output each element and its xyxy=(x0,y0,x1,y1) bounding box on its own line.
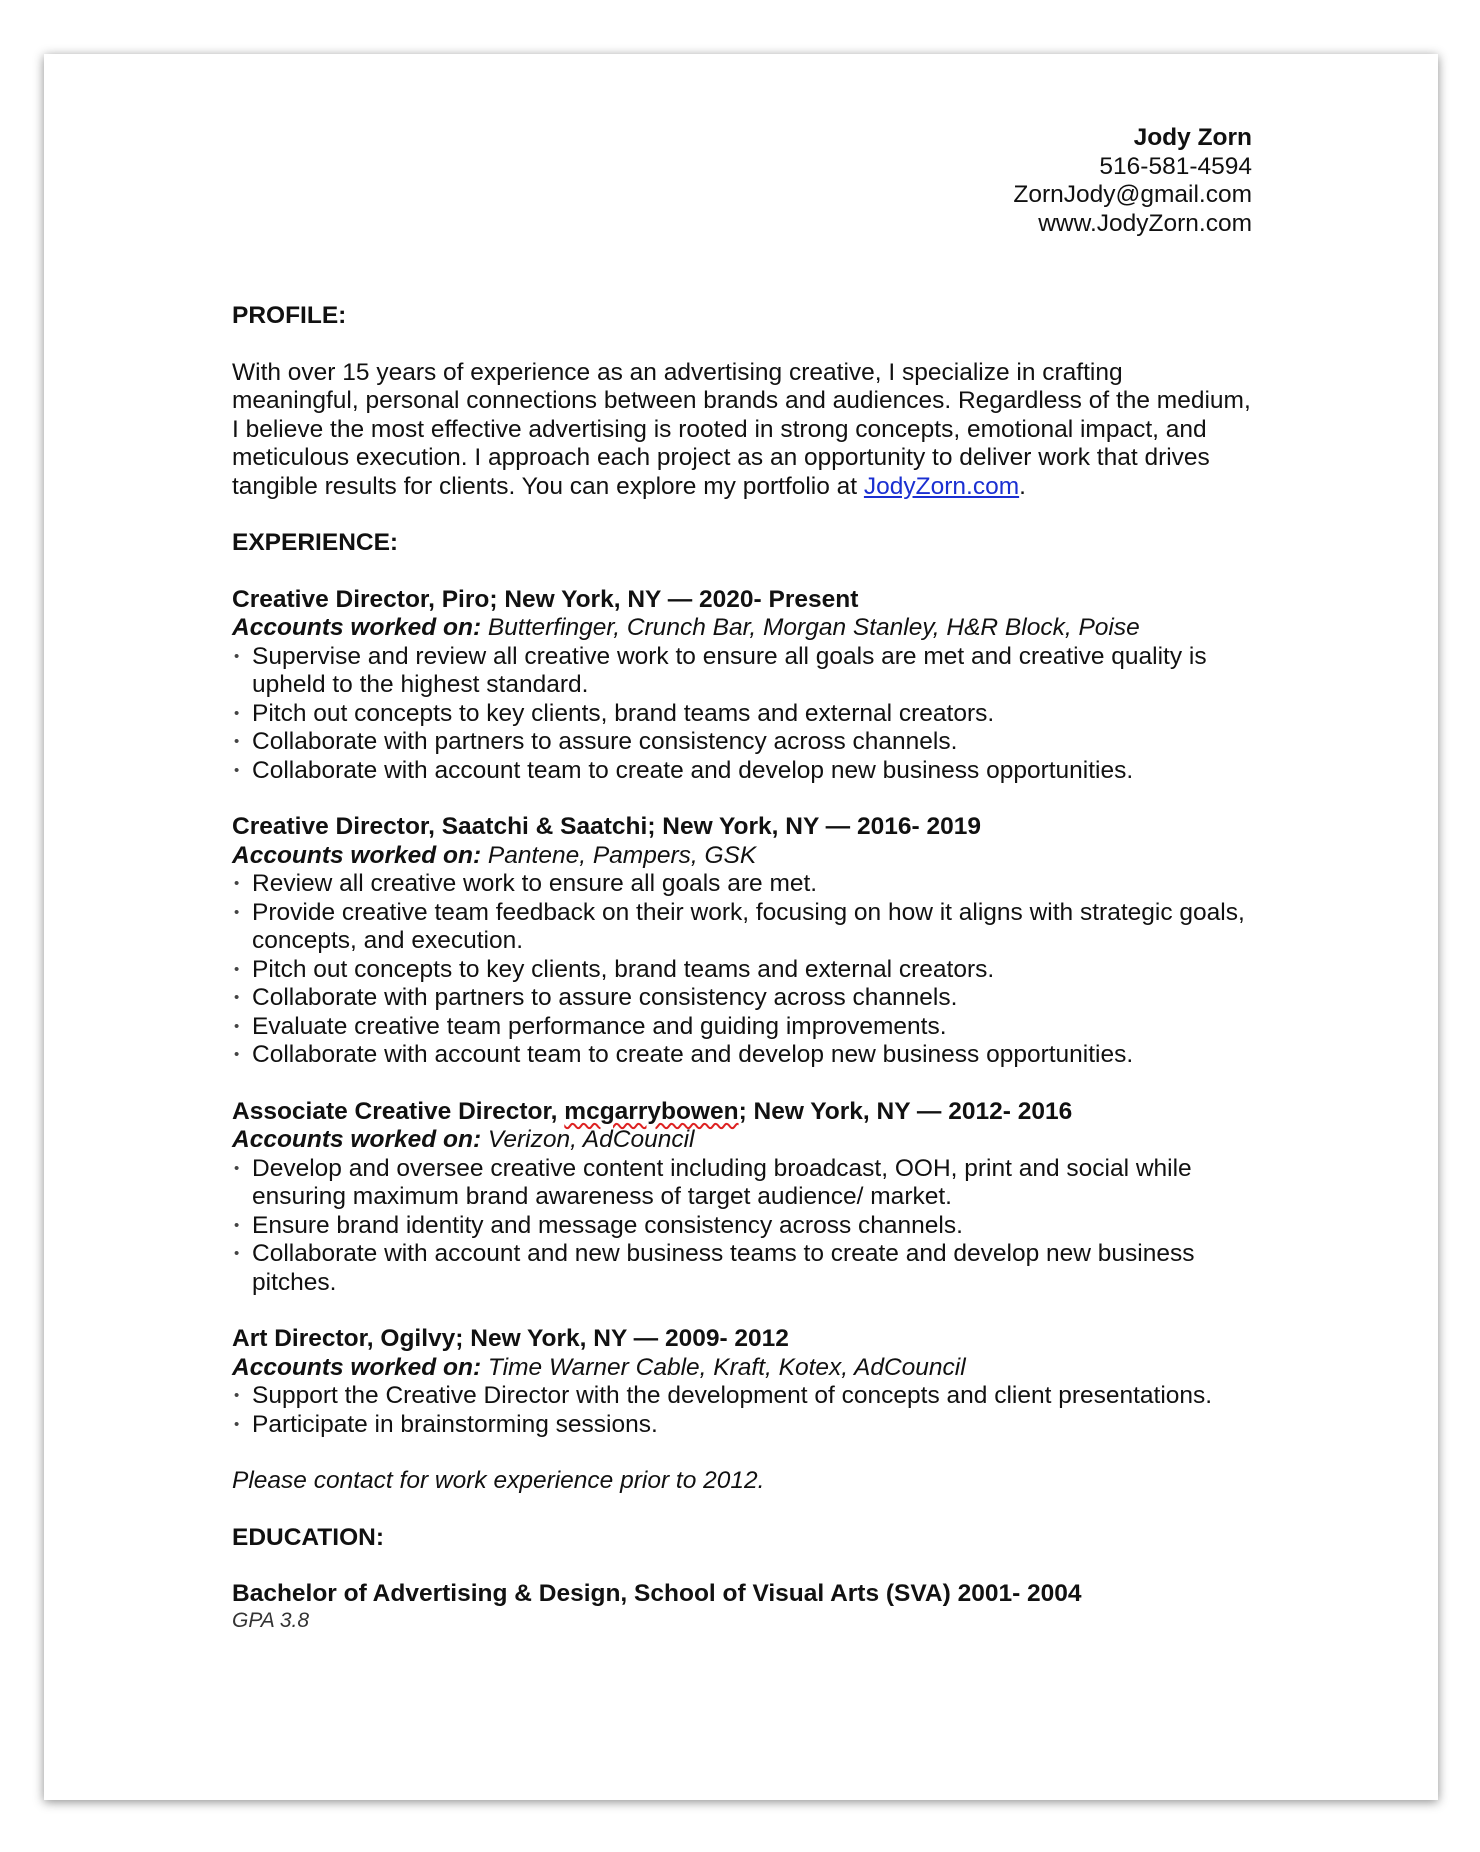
job-entry-mcgarrybowen xyxy=(232,1098,1252,1298)
job-bullets xyxy=(232,643,1252,786)
bullet-item: • Collaborate with account team to create and develop new business opportunities. xyxy=(232,1041,1252,1070)
bullet-item: • Develop and oversee creative content including broadcast, OOH, print and social while ensuring maximum brand awareness of target audience/ market. xyxy=(232,1155,1252,1212)
profile-text-end: . xyxy=(1019,472,1026,500)
bullet-item: • Collaborate with partners to assure consistency across channels. xyxy=(232,984,1252,1013)
contact-phone: 516-581-4594 xyxy=(1099,152,1252,180)
job-entry-ogilvy xyxy=(232,1325,1252,1439)
job-title: Art Director, Ogilvy; New York, NY — 2009- 2012 xyxy=(232,1325,789,1352)
bullet-item: • Review all creative work to ensure all goals are met. xyxy=(232,870,1252,899)
resume-page xyxy=(44,54,1438,1800)
contact-block xyxy=(232,124,1252,238)
accounts-label: Accounts worked on: xyxy=(232,841,482,869)
resume-content xyxy=(232,124,1252,1633)
accounts-list: Butterfinger, Crunch Bar, Morgan Stanley, H&R Block, Poise xyxy=(487,614,1140,641)
bullet-item: • Collaborate with account team to create and develop new business opportunities. xyxy=(232,757,1252,786)
contact-website: www.JodyZorn.com xyxy=(1038,209,1252,237)
profile-text: With over 15 years of experience as an advertising creative, I specialize in crafting meaningful, personal connections between brands and audiences. Regardless of the medium, I believe the most effective advertising is rooted in strong concepts, emotional impact, and meticulous execution. I approach each project as an opportunity to deliver work that drives tangible results for clients. You can explore my portfolio at xyxy=(232,358,1251,500)
accounts-list: Pantene, Pampers, GSK xyxy=(487,841,757,869)
profile-paragraph xyxy=(232,359,1252,502)
accounts-label: Accounts worked on: xyxy=(232,614,482,641)
portfolio-link[interactable]: JodyZorn.com xyxy=(863,472,1020,500)
bullet-item: • Evaluate creative team performance and guiding improvements. xyxy=(232,1013,1252,1042)
bullet-item: • Supervise and review all creative work to ensure all goals are met and creative quality is upheld to the highest standard. xyxy=(232,643,1252,700)
job-bullets xyxy=(232,1155,1252,1298)
bullet-item: • Pitch out concepts to key clients, brand teams and external creators. xyxy=(232,700,1252,729)
job-accounts xyxy=(232,1354,1252,1383)
job-title-suffix: ; New York, NY — 2012- 2016 xyxy=(738,1097,1073,1125)
job-accounts xyxy=(232,1126,1252,1155)
job-entry-piro xyxy=(232,586,1252,786)
bullet-item: • Pitch out concepts to key clients, brand teams and external creators. xyxy=(232,956,1252,985)
job-title: Creative Director, Saatchi & Saatchi; New York, NY — 2016- 2019 xyxy=(232,813,981,840)
bullet-item: • Collaborate with partners to assure consistency across channels. xyxy=(232,728,1252,757)
education-gpa: GPA 3.8 xyxy=(232,1608,310,1632)
job-title-prefix: Associate Creative Director, xyxy=(232,1097,565,1125)
bullet-item: • Collaborate with account and new business teams to create and develop new business pitches. xyxy=(232,1240,1252,1297)
education-degree: Bachelor of Advertising & Design, School of Visual Arts (SVA) 2001- 2004 xyxy=(232,1580,1082,1607)
profile-heading: PROFILE: xyxy=(232,302,347,329)
accounts-list: Time Warner Cable, Kraft, Kotex, AdCouncil xyxy=(487,1353,966,1381)
job-entry-saatchi xyxy=(232,813,1252,1070)
bullet-item: • Support the Creative Director with the development of concepts and client presentations. xyxy=(232,1382,1252,1411)
bullet-item: • Participate in brainstorming sessions. xyxy=(232,1411,1252,1440)
experience-heading: EXPERIENCE: xyxy=(232,529,399,556)
job-bullets xyxy=(232,1382,1252,1439)
job-accounts xyxy=(232,842,1252,871)
job-accounts xyxy=(232,614,1252,643)
accounts-list: Verizon, AdCouncil xyxy=(487,1126,695,1153)
job-title xyxy=(232,1098,1252,1127)
accounts-label: Accounts worked on: xyxy=(232,1353,482,1381)
bullet-item: • Provide creative team feedback on their work, focusing on how it aligns with strategic goals, concepts, and execution. xyxy=(232,899,1252,956)
contact-name: Jody Zorn xyxy=(1133,124,1252,151)
job-title: Creative Director, Piro; New York, NY — 2020- Present xyxy=(232,585,859,613)
education-heading: EDUCATION: xyxy=(232,1523,384,1551)
contact-email: ZornJody@gmail.com xyxy=(1013,181,1252,208)
accounts-label: Accounts worked on: xyxy=(232,1126,482,1153)
job-bullets xyxy=(232,870,1252,1070)
bullet-item: • Ensure brand identity and message consistency across channels. xyxy=(232,1212,1252,1241)
prior-experience-note: Please contact for work experience prior to 2012. xyxy=(232,1467,765,1494)
spellcheck-flagged-word[interactable]: mcgarrybowen xyxy=(564,1097,739,1125)
